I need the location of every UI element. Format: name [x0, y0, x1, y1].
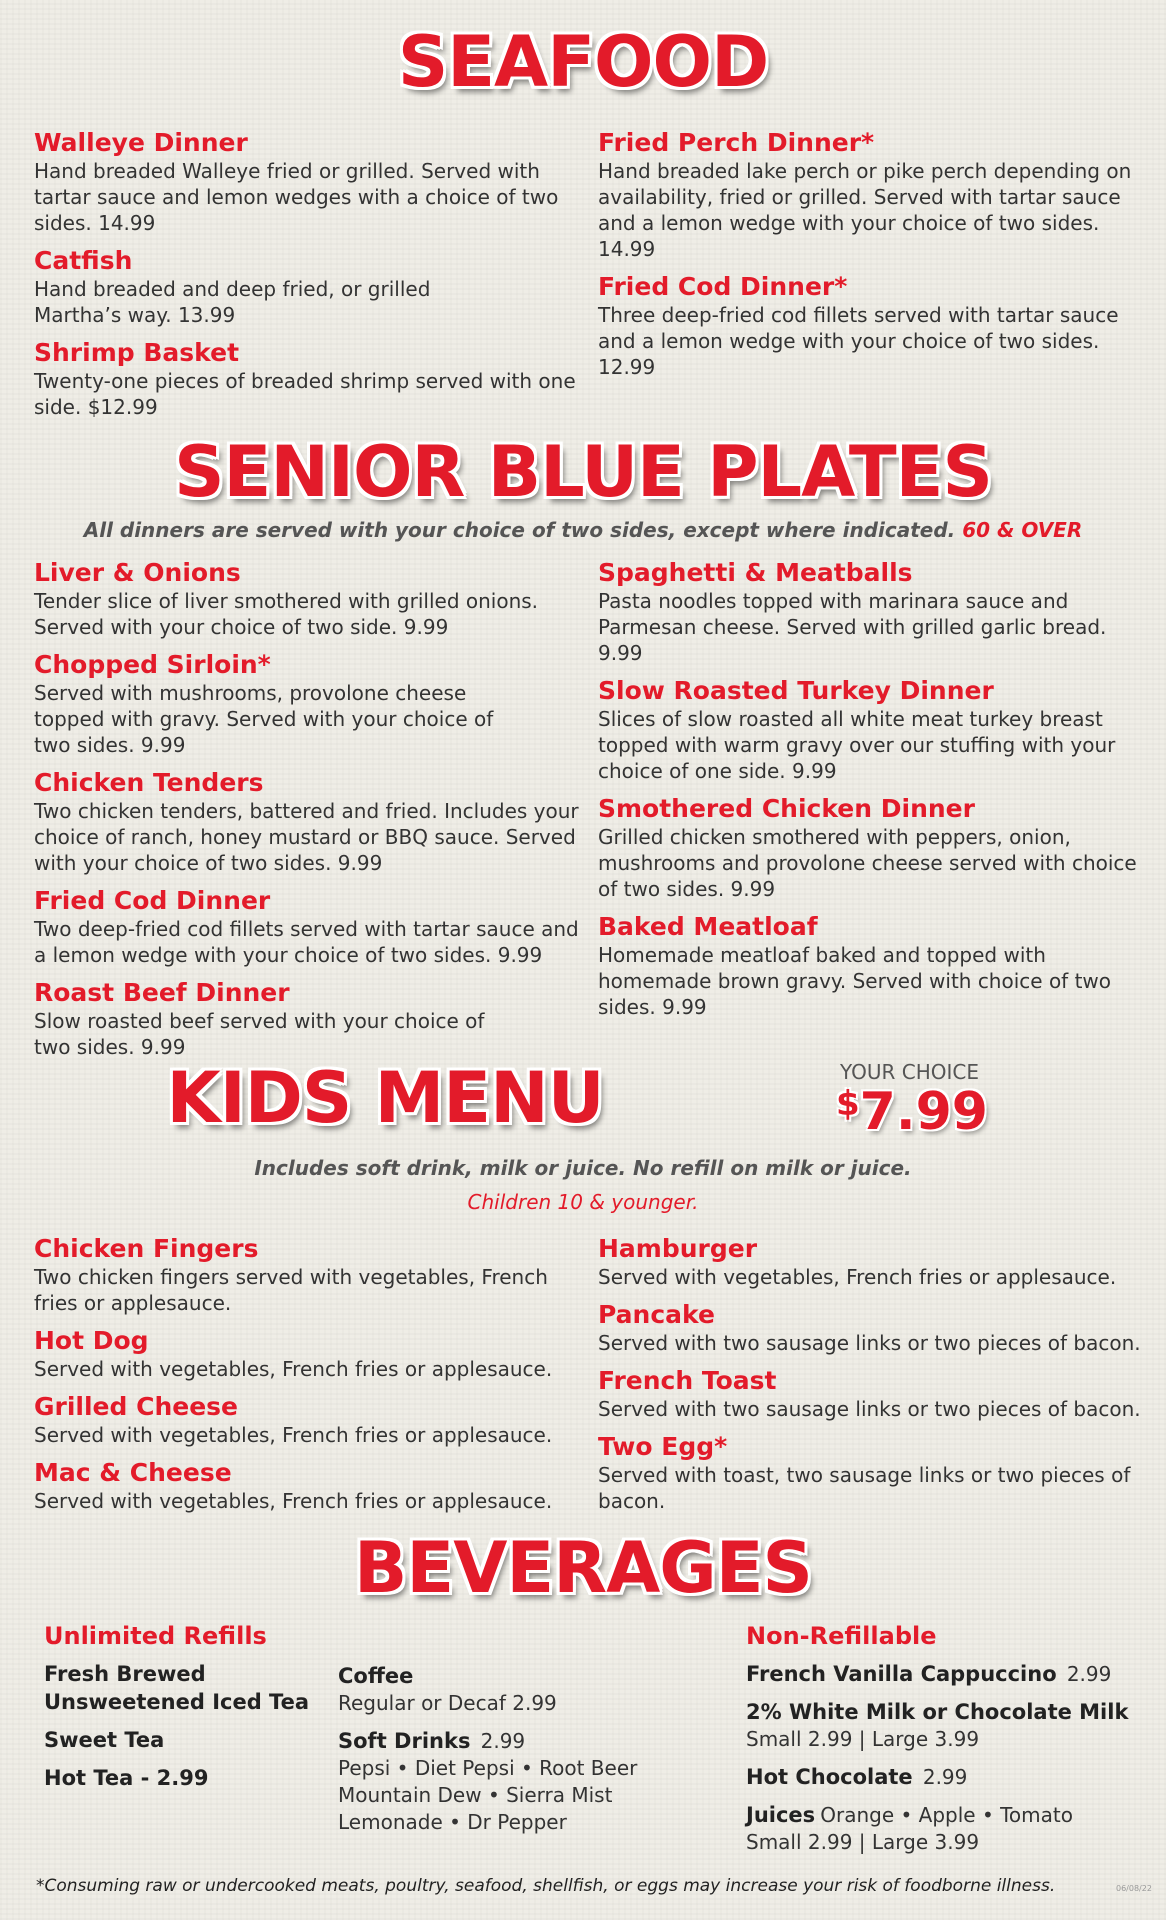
menu-item: [598, 1366, 1148, 1422]
footnote: *Consuming raw or undercooked meats, poultry, seafood, shellfish, or eggs may increase your risk of foodborne illness.: [36, 1876, 1056, 1896]
seafood-title: SEAFOOD: [397, 21, 769, 103]
beverages-nonrefill-column: [746, 1622, 1146, 1866]
beverage-name: Juices: [746, 1803, 816, 1827]
item-description: Three deep-fried cod fillets served with tartar sauce and a lemon wedge with your choice of two sides. 12.99: [598, 303, 1119, 379]
menu-item: [34, 650, 584, 758]
item-name: Smothered Chicken Dinner: [598, 794, 975, 823]
item-description: Two chicken tenders, battered and fried. Includes your choice of ranch, honey mustard or BBQ sauce. Served with your choice of two sides. 9.99: [34, 799, 579, 875]
menu-item: [34, 1458, 584, 1514]
menu-item: [598, 1432, 1148, 1514]
item-description: Served with mushrooms, provolone cheese topped with gravy. Served with your choice of two sides. 9.99: [34, 681, 494, 757]
kids-choice-label: YOUR CHOICE: [840, 1060, 980, 1084]
menu-item: [598, 128, 1148, 262]
item-name: Baked Meatloaf: [598, 912, 818, 941]
item-description: Served with vegetables, French fries or applesauce.: [34, 1423, 553, 1447]
item-description: Tender slice of liver smothered with grilled onions. Served with your choice of two side. 9.99: [34, 589, 539, 639]
item-name: Chicken Fingers: [34, 1234, 259, 1263]
item-description: Served with two sausage links or two pieces of bacon.: [598, 1397, 1141, 1421]
item-description: Hand breaded and deep fried, or grilled Martha’s way. 13.99: [34, 277, 431, 327]
beverage-name: Sweet Tea: [44, 1728, 165, 1752]
beverage-description: Lemonade • Dr Pepper: [338, 1810, 567, 1834]
beverage-name: Hot Chocolate: [746, 1765, 913, 1789]
beverage-description: Orange • Apple • Tomato: [820, 1803, 1073, 1827]
item-name: Hot Dog: [34, 1326, 149, 1355]
menu-item: [34, 1392, 584, 1448]
kids-price: [836, 1082, 988, 1142]
item-description: Served with vegetables, French fries or applesauce.: [34, 1357, 553, 1381]
item-name: Two Egg*: [598, 1432, 728, 1461]
item-description: Pasta noodles topped with marinara sauce and Parmesan cheese. Served with grilled garlic bread. 9.99: [598, 589, 1107, 665]
item-description: Hand breaded Walleye fried or grilled. Served with tartar sauce and lemon wedges with a choice of two sides. 14.99: [34, 159, 559, 235]
item-description: Two chicken fingers served with vegetables, French fries or applesauce.: [34, 1265, 548, 1315]
beverage-name: French Vanilla Cappuccino: [746, 1662, 1057, 1686]
item-name: Hamburger: [598, 1234, 758, 1263]
beverage-name: Fresh Brewed: [44, 1662, 206, 1686]
kids-age-note: Children 10 & younger.: [467, 1190, 699, 1214]
seafood-left-column: [34, 128, 584, 430]
kids-title: KIDS MENU: [166, 1057, 604, 1139]
item-description: Two deep-fried cod fillets served with tartar sauce and a lemon wedge with your choice of two sides. 9.99: [34, 917, 579, 967]
menu-item: [598, 272, 1148, 380]
beverage-item: [338, 1727, 668, 1836]
kids-subtitle: Includes soft drink, milk or juice. No refill on milk or juice.: [254, 1156, 912, 1180]
menu-item: [34, 128, 584, 236]
menu-item: [34, 338, 584, 420]
beverages-title: BEVERAGES: [354, 1527, 812, 1609]
item-name: Fried Cod Dinner*: [598, 272, 848, 301]
senior-subtitle: [0, 518, 1166, 542]
beverage-price: 2.99: [480, 1729, 526, 1753]
item-name: Grilled Cheese: [34, 1392, 239, 1421]
menu-item: [598, 912, 1148, 1020]
item-description: Grilled chicken smothered with peppers, onion, mushrooms and provolone cheese served with choice of two sides. 9.99: [598, 825, 1137, 901]
menu-item: [34, 1326, 584, 1382]
item-description: Hand breaded lake perch or pike perch depending on availability, fried or grilled. Served with tartar sauce and a lemon wedge with your choice of two sides. 14.99: [598, 159, 1132, 261]
item-name: Shrimp Basket: [34, 338, 240, 367]
item-name: Chicken Tenders: [34, 768, 264, 797]
item-name: Fried Cod Dinner: [34, 886, 271, 915]
senior-subtitle-text: All dinners are served with your choice of two sides, except where indicated.: [83, 518, 956, 542]
beverages-middle-column: [338, 1662, 668, 1846]
item-name: Catfish: [34, 246, 133, 275]
item-name: Spaghetti & Meatballs: [598, 558, 913, 587]
kids-right-column: [598, 1234, 1148, 1524]
date-code: 06/08/22: [1116, 1884, 1152, 1893]
beverage-item: [44, 1726, 314, 1754]
beverages-unlimited-column: [44, 1622, 314, 1802]
kids-left-column: [34, 1234, 584, 1524]
beverage-item: [746, 1660, 1146, 1688]
item-name: Walleye Dinner: [34, 128, 248, 157]
menu-item: [598, 1300, 1148, 1356]
item-name: Fried Perch Dinner*: [598, 128, 875, 157]
senior-right-column: [598, 558, 1148, 1030]
senior-age-note: 60 & OVER: [962, 518, 1083, 542]
item-description: Slices of slow roasted all white meat turkey breast topped with warm gravy over our stuffing with your choice of one side. 9.99: [598, 707, 1116, 783]
item-description: Served with vegetables, French fries or applesauce.: [34, 1489, 553, 1513]
item-name: Roast Beef Dinner: [34, 978, 290, 1007]
beverage-name: Unsweetened Iced Tea: [44, 1690, 310, 1714]
senior-left-column: [34, 558, 584, 1070]
beverage-sizes: Small 2.99 | Large 3.99: [746, 1830, 980, 1854]
menu-item: [34, 978, 584, 1060]
beverage-name: 2% White Milk or Chocolate Milk: [746, 1700, 1129, 1724]
beverage-price: 2.99: [922, 1765, 968, 1789]
beverage-name: Coffee: [338, 1664, 414, 1688]
item-name: French Toast: [598, 1366, 777, 1395]
item-name: Chopped Sirloin*: [34, 650, 271, 679]
non-refillable-heading: Non-Refillable: [746, 1622, 937, 1650]
menu-item: [34, 246, 584, 328]
menu-item: [598, 676, 1148, 784]
item-description: Slow roasted beef served with your choice of two sides. 9.99: [34, 1009, 485, 1059]
kids-price-symbol: $: [836, 1084, 860, 1124]
menu-item: [34, 768, 584, 876]
beverage-item: [746, 1763, 1146, 1791]
item-name: Pancake: [598, 1300, 715, 1329]
kids-price-value: 7.99: [859, 1082, 988, 1142]
menu-item: [598, 558, 1148, 666]
item-description: Twenty-one pieces of breaded shrimp served with one side. $12.99: [34, 369, 576, 419]
item-description: Homemade meatloaf baked and topped with homemade brown gravy. Served with choice of two sides. 9.99: [598, 943, 1112, 1019]
beverage-name: Hot Tea - 2.99: [44, 1766, 209, 1790]
unlimited-refills-heading: Unlimited Refills: [44, 1622, 267, 1650]
senior-title: SENIOR BLUE PLATES: [174, 431, 992, 513]
item-description: Served with toast, two sausage links or two pieces of bacon.: [598, 1463, 1131, 1513]
item-description: Served with two sausage links or two pieces of bacon.: [598, 1331, 1141, 1355]
item-name: Liver & Onions: [34, 558, 241, 587]
beverage-description: Regular or Decaf 2.99: [338, 1691, 557, 1715]
beverage-item: [44, 1764, 314, 1792]
beverage-name: Soft Drinks: [338, 1729, 471, 1753]
beverage-item: [746, 1801, 1146, 1856]
beverage-item: [338, 1662, 668, 1717]
item-description: Served with vegetables, French fries or applesauce.: [598, 1265, 1117, 1289]
beverage-description: Pepsi • Diet Pepsi • Root Beer: [338, 1756, 638, 1780]
seafood-right-column: [598, 128, 1148, 390]
beverage-item: [44, 1660, 314, 1716]
menu-item: [34, 558, 584, 640]
beverage-price: 2.99: [1066, 1662, 1112, 1686]
menu-item: [598, 794, 1148, 902]
menu-item: [34, 1234, 584, 1316]
beverage-item: [746, 1698, 1146, 1753]
menu-item: [34, 886, 584, 968]
item-name: Mac & Cheese: [34, 1458, 232, 1487]
beverage-description: Mountain Dew • Sierra Mist: [338, 1783, 613, 1807]
item-name: Slow Roasted Turkey Dinner: [598, 676, 994, 705]
menu-item: [598, 1234, 1148, 1290]
beverage-sizes: Small 2.99 | Large 3.99: [746, 1727, 980, 1751]
